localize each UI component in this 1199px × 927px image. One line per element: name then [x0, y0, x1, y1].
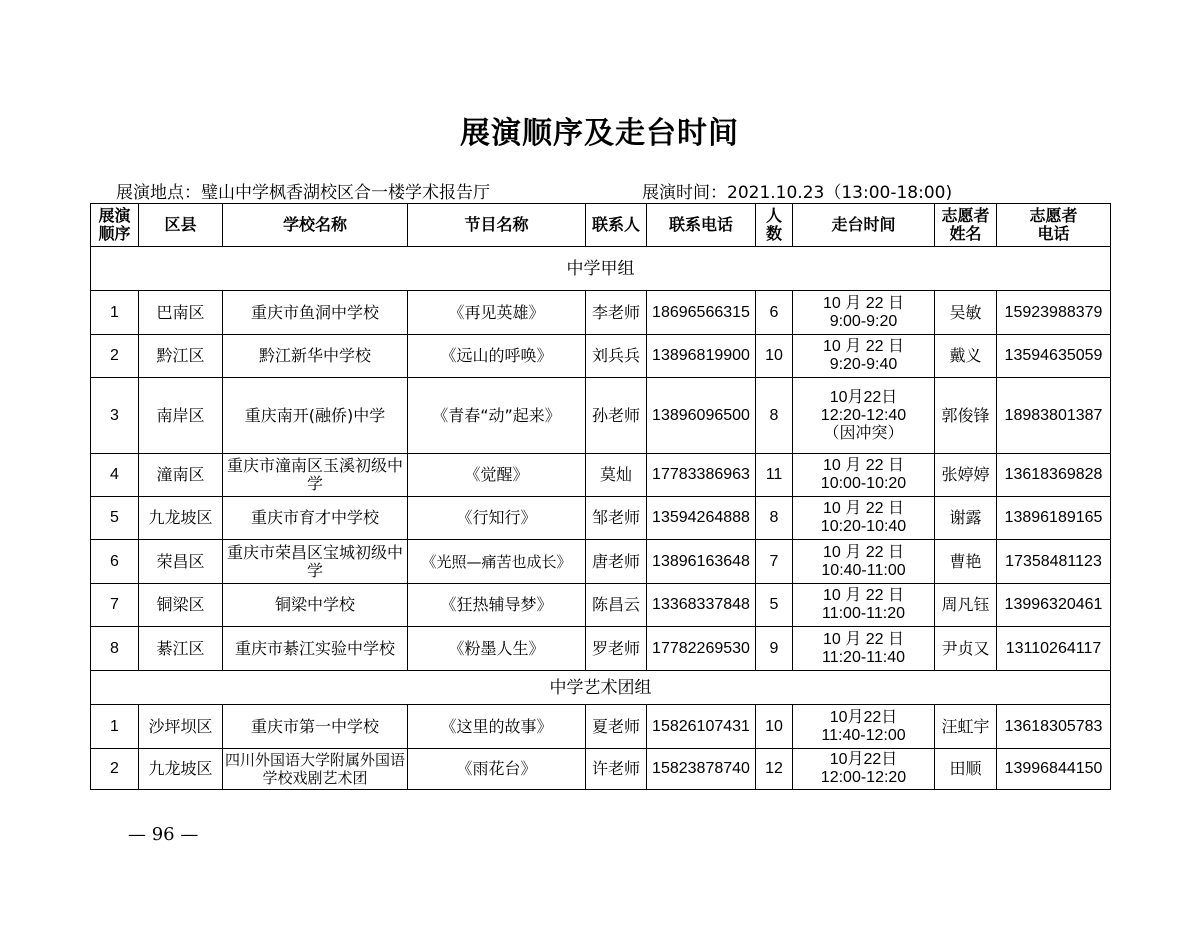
table-cell: 10 月 22 日 11:20-11:40: [793, 627, 935, 671]
table-header-row: [91, 204, 1111, 247]
table-cell: 6: [756, 291, 793, 335]
table-cell: 13896163648: [647, 540, 756, 584]
table-cell: 2: [91, 749, 139, 790]
table-cell: 10 月 22 日 10:20-10:40: [793, 497, 935, 540]
schedule-table: [90, 203, 1111, 790]
table-cell: 1: [91, 291, 139, 335]
table-cell: 10 月 22 日 11:00-11:20: [793, 584, 935, 627]
table-cell: 谢露: [935, 497, 997, 540]
table-cell: 8: [91, 627, 139, 671]
table-cell: 唐老师: [586, 540, 647, 584]
table-cell: 田顺: [935, 749, 997, 790]
table-cell: 7: [756, 540, 793, 584]
table-row: [91, 454, 1111, 497]
table-cell: 15826107431: [647, 705, 756, 749]
header-program: 节目名称: [408, 204, 586, 247]
group-title: 中学甲组: [91, 247, 1111, 291]
table-cell: 8: [756, 378, 793, 454]
table-cell: 《青春“动”起来》: [408, 378, 586, 454]
table-cell: 张婷婷: [935, 454, 997, 497]
table-cell: 南岸区: [139, 378, 223, 454]
table-cell: 《远山的呼唤》: [408, 335, 586, 378]
table-cell: 陈昌云: [586, 584, 647, 627]
table-cell: 李老师: [586, 291, 647, 335]
table-cell: 沙坪坝区: [139, 705, 223, 749]
header-volunteer-phone: 志愿者 电话: [997, 204, 1111, 247]
table-cell: 8: [756, 497, 793, 540]
table-cell: 13896189165: [997, 497, 1111, 540]
time-info: 展演时间：2021.10.23（13:00-18:00): [642, 183, 953, 203]
table-cell: 3: [91, 378, 139, 454]
table-cell: 刘兵兵: [586, 335, 647, 378]
table-cell: 孙老师: [586, 378, 647, 454]
table-cell: 《狂热辅导梦》: [408, 584, 586, 627]
table-cell: 10 月 22 日 10:40-11:00: [793, 540, 935, 584]
table-cell: 尹贞又: [935, 627, 997, 671]
table-cell: 10 月 22 日 9:00-9:20: [793, 291, 935, 335]
header-contact: 联系人: [586, 204, 647, 247]
table-cell: 荣昌区: [139, 540, 223, 584]
table-cell: 重庆市潼南区玉溪初级中学: [223, 454, 408, 497]
table-cell: 18983801387: [997, 378, 1111, 454]
page-number: — 96 —: [128, 824, 199, 845]
table-cell: 10月22日 12:20-12:40 （因冲突）: [793, 378, 935, 454]
table-cell: 《这里的故事》: [408, 705, 586, 749]
table-cell: 《粉墨人生》: [408, 627, 586, 671]
table-cell: 铜梁中学校: [223, 584, 408, 627]
table-cell: 13896096500: [647, 378, 756, 454]
header-school: 学校名称: [223, 204, 408, 247]
table-cell: 重庆市荣昌区宝城初级中学: [223, 540, 408, 584]
table-cell: 17358481123: [997, 540, 1111, 584]
table-cell: 17783386963: [647, 454, 756, 497]
table-cell: 綦江区: [139, 627, 223, 671]
header-order: 展演 顺序: [91, 204, 139, 247]
table-cell: 重庆市綦江实验中学校: [223, 627, 408, 671]
table-cell: 九龙坡区: [139, 497, 223, 540]
table-cell: 《光照—痛苦也成长》: [408, 540, 586, 584]
table-cell: 15823878740: [647, 749, 756, 790]
table-cell: 黔江新华中学校: [223, 335, 408, 378]
table-cell: 13618305783: [997, 705, 1111, 749]
table-cell: 2: [91, 335, 139, 378]
table-cell: 重庆市第一中学校: [223, 705, 408, 749]
table-cell: 罗老师: [586, 627, 647, 671]
table-cell: 4: [91, 454, 139, 497]
table-cell: 潼南区: [139, 454, 223, 497]
table-row: [91, 378, 1111, 454]
table-row: [91, 749, 1111, 790]
table-cell: 重庆市育才中学校: [223, 497, 408, 540]
table-cell: 九龙坡区: [139, 749, 223, 790]
table-cell: 汪虹宇: [935, 705, 997, 749]
table-cell: 10月22日 12:00-12:20: [793, 749, 935, 790]
venue-info: 展演地点：璧山中学枫香湖校区合一楼学术报告厅: [116, 183, 490, 203]
table-cell: 吴敏: [935, 291, 997, 335]
table-cell: 周凡钰: [935, 584, 997, 627]
table-cell: 13594264888: [647, 497, 756, 540]
group-title: 中学艺术团组: [91, 671, 1111, 705]
header-rehearsal: 走台时间: [793, 204, 935, 247]
table-cell: 13594635059: [997, 335, 1111, 378]
group-row: [91, 247, 1111, 291]
table-row: [91, 627, 1111, 671]
table-cell: 10: [756, 705, 793, 749]
group-row: [91, 671, 1111, 705]
table-cell: 四川外国语大学附属外国语学校戏剧艺术团: [223, 749, 408, 790]
table-cell: 重庆南开(融侨)中学: [223, 378, 408, 454]
table-cell: 10月22日 11:40-12:00: [793, 705, 935, 749]
table-cell: 许老师: [586, 749, 647, 790]
table-cell: 13110264117: [997, 627, 1111, 671]
table-row: [91, 705, 1111, 749]
table-cell: 13996844150: [997, 749, 1111, 790]
table-cell: 《雨花台》: [408, 749, 586, 790]
header-count: 人 数: [756, 204, 793, 247]
table-row: [91, 335, 1111, 378]
table-cell: 11: [756, 454, 793, 497]
table-cell: 黔江区: [139, 335, 223, 378]
table-cell: 曹艳: [935, 540, 997, 584]
table-cell: 5: [756, 584, 793, 627]
table-cell: 《觉醒》: [408, 454, 586, 497]
table-cell: 夏老师: [586, 705, 647, 749]
table-cell: 10 月 22 日 9:20-9:40: [793, 335, 935, 378]
table-row: [91, 291, 1111, 335]
table-cell: 18696566315: [647, 291, 756, 335]
table-cell: 13896819900: [647, 335, 756, 378]
table-cell: 9: [756, 627, 793, 671]
table-cell: 铜梁区: [139, 584, 223, 627]
table-cell: 17782269530: [647, 627, 756, 671]
header-volunteer-name: 志愿者 姓名: [935, 204, 997, 247]
table-cell: 6: [91, 540, 139, 584]
table-cell: 10 月 22 日 10:00-10:20: [793, 454, 935, 497]
table-cell: 《再见英雄》: [408, 291, 586, 335]
table-cell: 12: [756, 749, 793, 790]
table-cell: 13618369828: [997, 454, 1111, 497]
table-cell: 15923988379: [997, 291, 1111, 335]
table-cell: 7: [91, 584, 139, 627]
table-row: [91, 584, 1111, 627]
table-cell: 《行知行》: [408, 497, 586, 540]
table-cell: 戴义: [935, 335, 997, 378]
table-row: [91, 497, 1111, 540]
table-cell: 重庆市鱼洞中学校: [223, 291, 408, 335]
table-cell: 巴南区: [139, 291, 223, 335]
table-cell: 13996320461: [997, 584, 1111, 627]
table-cell: 1: [91, 705, 139, 749]
table-cell: 郭俊锋: [935, 378, 997, 454]
table-cell: 5: [91, 497, 139, 540]
table-row: [91, 540, 1111, 584]
page-title: 展演顺序及走台时间: [460, 116, 739, 151]
header-district: 区县: [139, 204, 223, 247]
header-phone: 联系电话: [647, 204, 756, 247]
table-cell: 13368337848: [647, 584, 756, 627]
table-cell: 莫灿: [586, 454, 647, 497]
table-cell: 邹老师: [586, 497, 647, 540]
table-cell: 10: [756, 335, 793, 378]
